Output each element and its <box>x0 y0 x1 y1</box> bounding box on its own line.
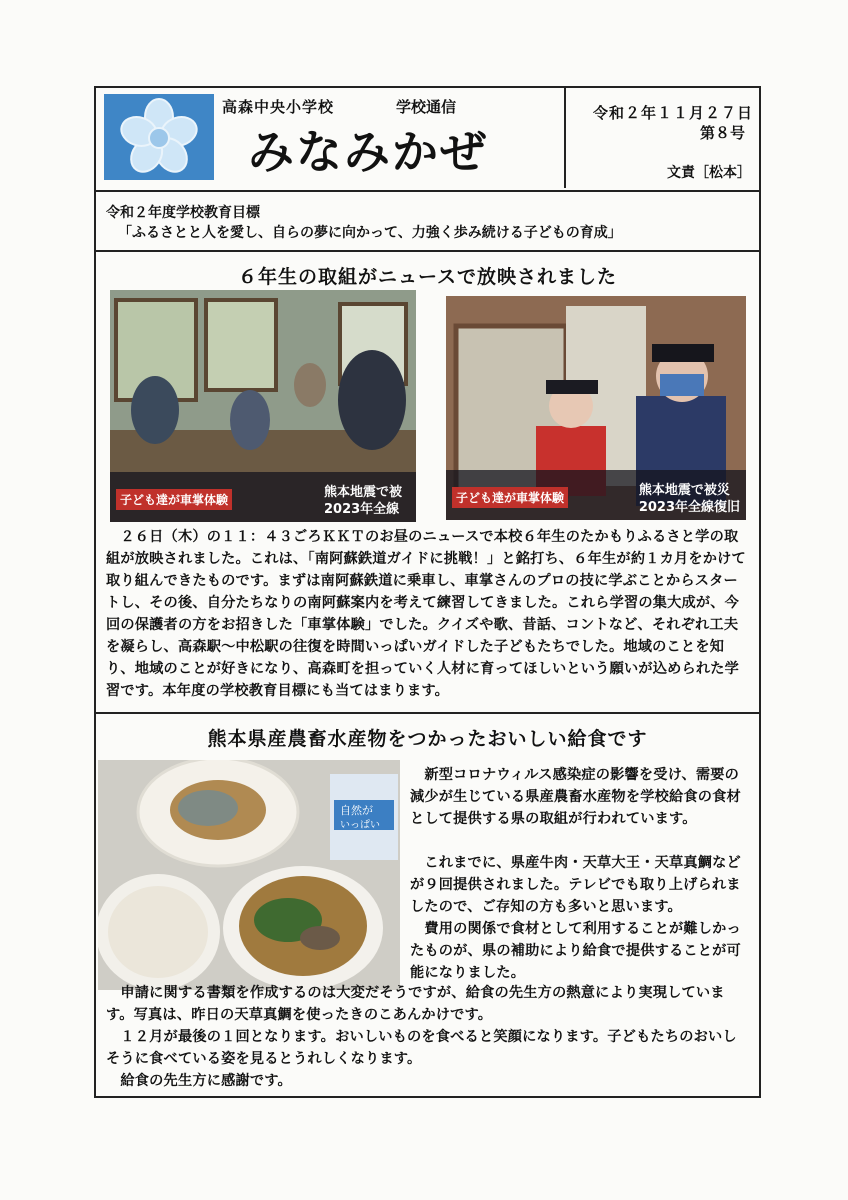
newsletter-title: みなみかぜ <box>248 125 488 179</box>
lunch-photo <box>98 760 400 990</box>
news-paragraph: ２６日（木）の１１：４３ごろＫＫＴのお昼のニュースで本校６年生のたかもりふるさと学の取組が放映されました。これは、「南阿蘇鉄道ガイドに挑戦！」と銘打ち、６年生が約１カ月をかけて取り組んできたものです。まずは南阿蘇鉄道に乗車し、車掌さんのプロの技に学ぶことからスタートし、その後、自分たちなりの南阿蘇案内を考えて練習してきました。これら学習の集大成が、今回の保護者の方をお招きした「車掌体験」でした。クイズや歌、昔話、コントなど、それぞれ工夫を凝らし、高森駅～中松駅の往復を時間いっぱいガイドした子どもたちでした。地域のことを知り、地域のことが好きになり、高森町を担っていく人材に育ってほしいという願いが込められた学習です。本年度の学校教育目標にも当てはまります。 <box>106 529 746 699</box>
photo2-caption-left: 子ども達が車掌体験 <box>452 487 568 508</box>
newsletter-page <box>94 86 761 1098</box>
lunch-section <box>96 712 759 1098</box>
photo1-caption-right-1: 熊本地震で被 <box>323 485 402 500</box>
photo1-caption-right-2: 2023年全線 <box>323 502 400 517</box>
train-photo-1 <box>110 290 416 522</box>
lunch-paragraph-3: 費用の関係で食材として利用することが難しかったものが、県の補助により給食で提供することが可能になりました。 <box>410 921 741 981</box>
lunch-paragraph-2: これまでに、県産牛肉・天草大王・天草真鯛などが９回提供されました。テレビでも取り上げられましたので、ご存知の方も多いと思います。 <box>410 855 741 915</box>
milk-label-2: いっぱい <box>340 820 380 831</box>
issue-date: 令和２年１１月２７日 <box>592 104 753 122</box>
lunch-paragraph-4: 申請に関する書類を作成するのは大変だそうですが、給食の先生方の熱意により実現しています。写真は、昨日の天草真鯛を使ったきのこあんかけです。 <box>106 985 725 1023</box>
lunch-heading: 熊本県産農畜水産物をつかったおいしい給食です <box>207 728 648 750</box>
issue-number: 第８号 <box>699 124 745 142</box>
photo2-caption-right-1: 熊本地震で被災 <box>638 483 730 498</box>
photo1-caption-left: 子ども達が車掌体験 <box>116 489 232 510</box>
photo2-caption-bar <box>446 470 746 520</box>
date-box <box>564 88 761 188</box>
news-section <box>96 250 759 714</box>
train-photo-2 <box>446 296 746 520</box>
milk-label-1: 自然が <box>340 804 373 817</box>
school-lunch-image <box>98 760 400 990</box>
newsletter-type: 学校通信 <box>396 98 457 116</box>
author: 文責［松本］ <box>667 165 751 181</box>
news-heading: ６年生の取組がニュースで放映されました <box>237 266 618 288</box>
lunch-paragraph-5: １２月が最後の１回となります。おいしいものを食べると笑顔になります。子どもたちのおいしそうに食べている姿を見るとうれしくなります。 <box>106 1029 737 1067</box>
photo2-caption-right-2: 2023年全線復旧 <box>638 500 740 515</box>
goal-text: 「ふるさとと人を愛し、自らの夢に向かって、力強く歩み続ける子どもの育成」 <box>118 225 622 241</box>
photo1-caption-bar <box>110 472 416 522</box>
lunch-paragraph-1: 新型コロナウィルス感染症の影響を受け、需要の減少が生じている県産農畜水産物を学校給食の食材として提供する県の取組が行われています。 <box>410 767 741 827</box>
school-logo <box>104 94 214 180</box>
lunch-paragraph-6: 給食の先生方に感謝です。 <box>106 1073 292 1089</box>
goal-label: 令和２年度学校教育目標 <box>106 205 260 221</box>
sakura-logo-icon <box>104 94 214 180</box>
education-goal <box>96 190 759 252</box>
school-name: 高森中央小学校 <box>222 98 335 116</box>
masthead <box>96 88 759 192</box>
